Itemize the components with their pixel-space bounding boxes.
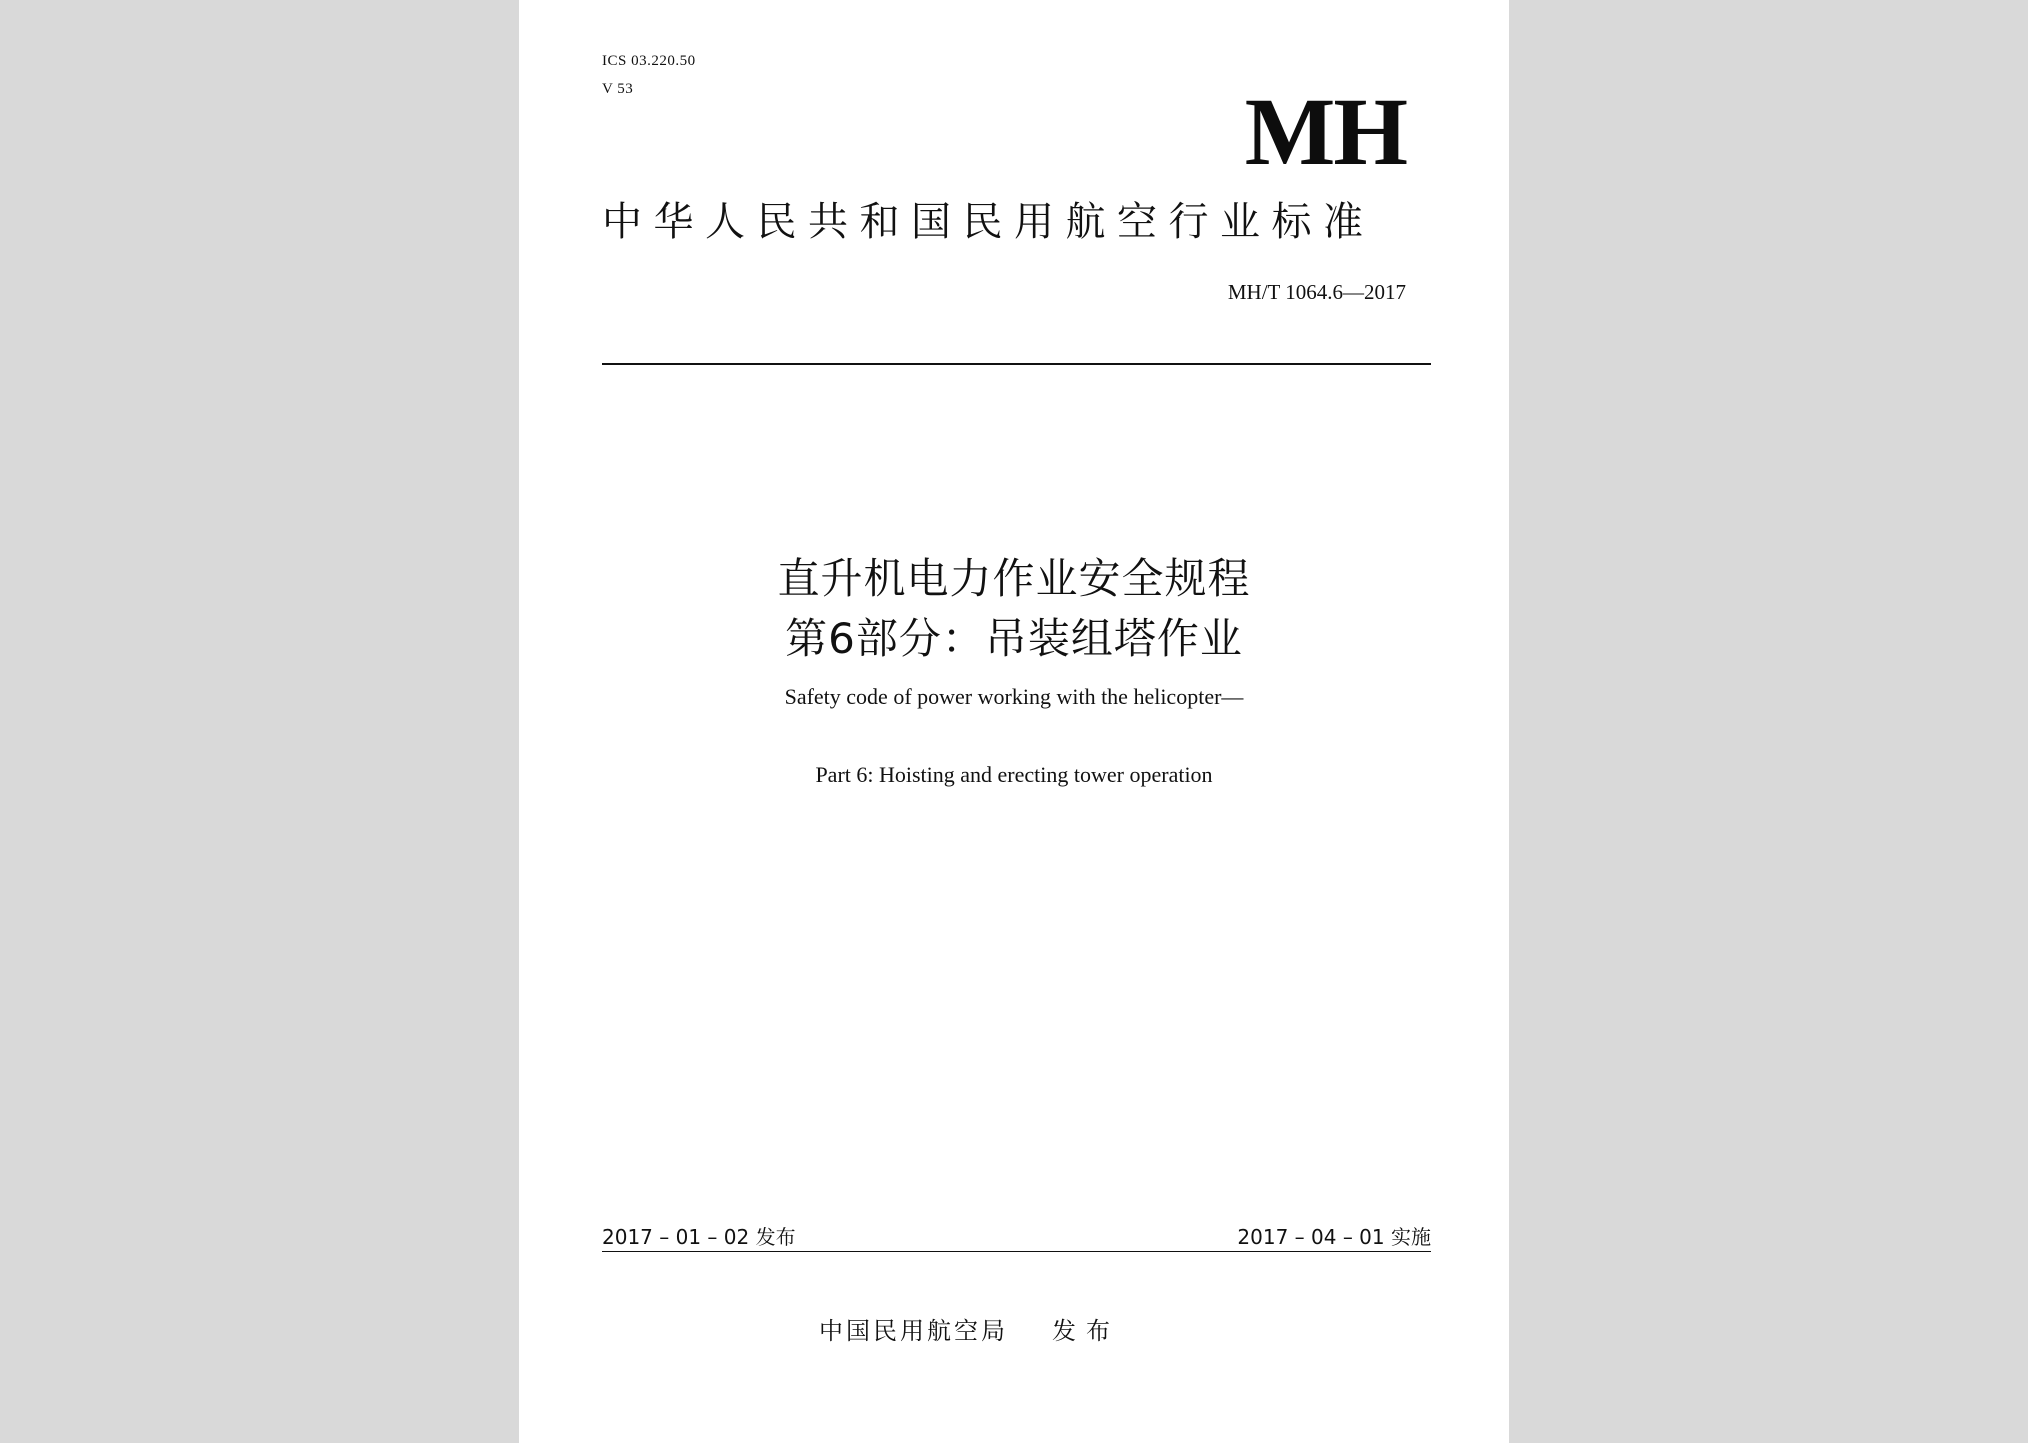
ics-code: ICS 03.220.50 xyxy=(602,53,696,69)
implementation-date: 2017 – 04 – 01 实施 xyxy=(1237,1225,1431,1249)
standard-category: 中华人民共和国民用航空行业标准 xyxy=(602,199,1375,245)
title-en-line2: Part 6: Hoisting and erecting tower operation xyxy=(815,762,1213,787)
issue-date: 2017 – 01 – 02 发布 xyxy=(602,1225,796,1249)
ccs-code: V 53 xyxy=(602,81,634,97)
issuer-action: 发布 xyxy=(1052,1317,1120,1345)
mh-logo: MH xyxy=(1244,78,1406,185)
title-cn-line1: 直升机电力作业安全规程 xyxy=(777,554,1251,603)
standard-number: MH/T 1064.6—2017 xyxy=(1227,280,1406,304)
title-cn-line2: 第6部分：吊装组塔作业 xyxy=(785,614,1243,663)
title-en-line1: Safety code of power working with the helicopter— xyxy=(784,684,1244,709)
top-divider xyxy=(602,363,1431,365)
issuer-name: 中国民用航空局 xyxy=(819,1317,1008,1345)
bottom-divider xyxy=(602,1251,1431,1252)
issuer-line xyxy=(819,1316,1120,1346)
standard-cover-page xyxy=(519,0,1509,1443)
